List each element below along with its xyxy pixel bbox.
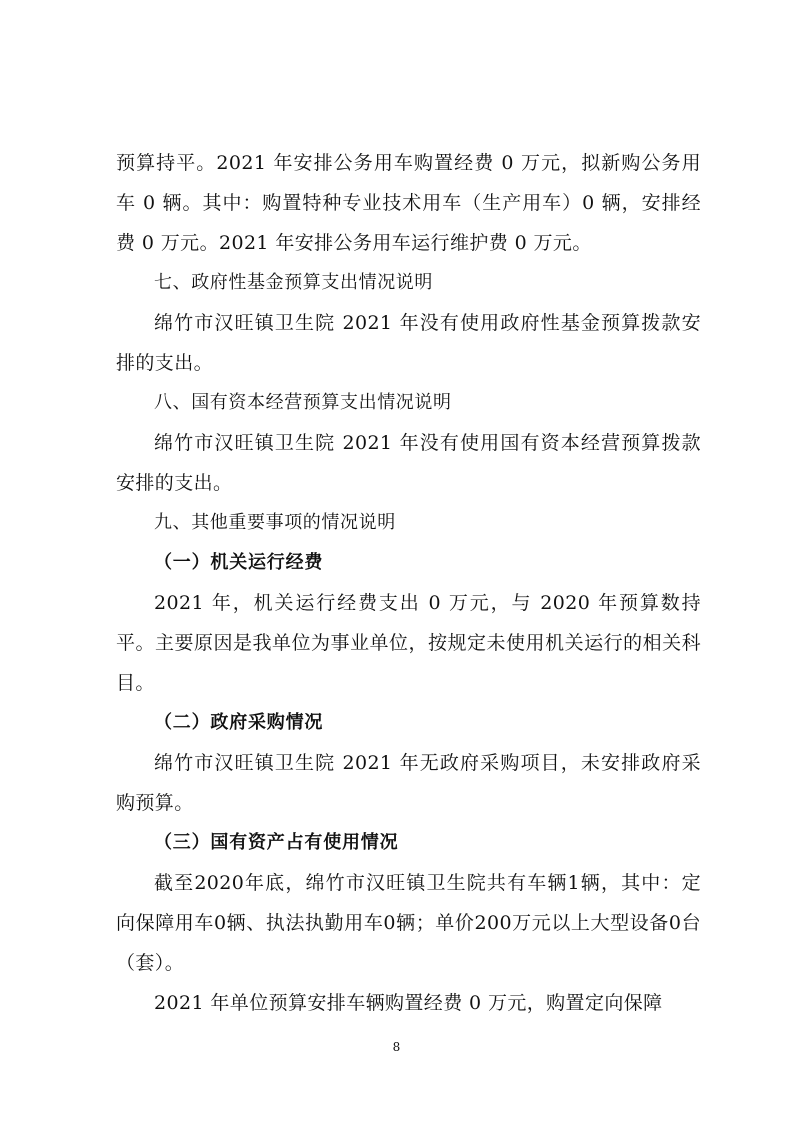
subheading-state-assets: （三）国有资产占有使用情况	[154, 832, 399, 853]
heading-government-fund: 七、政府性基金预算支出情况说明	[154, 272, 433, 293]
paragraph-state-capital: 绵竹市汉旺镇卫生院 2021 年没有使用国有资本经营预算拨款安排的支出。	[116, 432, 701, 494]
paragraph-procurement: 绵竹市汉旺镇卫生院 2021 年无政府采购项目，未安排政府采购预算。	[116, 752, 701, 814]
page-number: 8	[392, 1040, 401, 1054]
paragraph-operating-expenses: 2021 年，机关运行经费支出 0 万元，与 2020 年预算数持平。主要原因是我单位为事业单位，按规定未使用机关运行的相关科目。	[116, 592, 701, 694]
paragraph-vehicle-purchase: 2021 年单位预算安排车辆购置经费 0 万元，购置定向保障	[154, 992, 663, 1014]
subheading-procurement: （二）政府采购情况	[154, 712, 324, 733]
heading-other-matters: 九、其他重要事项的情况说明	[154, 512, 396, 533]
paragraph-government-fund: 绵竹市汉旺镇卫生院 2021 年没有使用政府性基金预算拨款安排的支出。	[116, 312, 701, 374]
subheading-operating-expenses: （一）机关运行经费	[154, 552, 324, 573]
paragraph-vehicle-budget: 预算持平。2021 年安排公务用车购置经费 0 万元，拟新购公务用车 0 辆。其中：购置特种专业技术用车（生产用车）0 辆，安排经费 0 万元。2021 年安排公务用车运行维护费 0 万元。	[116, 152, 701, 254]
document-body	[116, 143, 701, 1023]
heading-state-capital: 八、国有资本经营预算支出情况说明	[154, 392, 452, 413]
paragraph-state-assets: 截至2020年底，绵竹市汉旺镇卫生院共有车辆1辆，其中：定向保障用车0辆、执法执勤用车0辆；单价200万元以上大型设备0台（套）。	[116, 872, 701, 974]
